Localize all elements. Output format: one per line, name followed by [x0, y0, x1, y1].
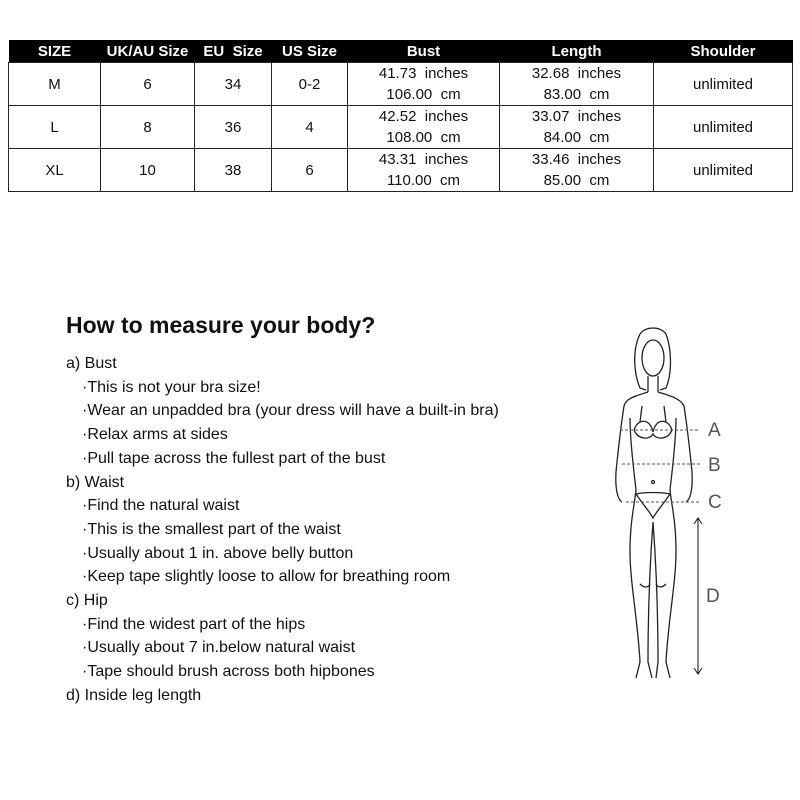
cell-length — [500, 63, 654, 106]
size-chart-table — [8, 40, 793, 192]
cell-eu: 34 — [195, 63, 272, 106]
length-cm: 85.00 cm — [543, 172, 610, 189]
waist-heading: b) Waist — [66, 473, 125, 491]
waist-tip: ·Usually about 1 in. above belly button — [82, 544, 354, 562]
header-eu-size: EU Size — [195, 40, 272, 63]
body-measurement-figure — [600, 322, 740, 712]
length-cm: 83.00 cm — [543, 86, 610, 103]
body-outline-icon — [600, 322, 740, 712]
bust-cm: 110.00 cm — [386, 172, 461, 189]
cell-us: 6 — [272, 149, 348, 192]
cell-size: M — [9, 63, 101, 106]
cell-length — [500, 106, 654, 149]
cell-us: 0-2 — [272, 63, 348, 106]
hip-heading: c) Hip — [66, 592, 108, 610]
cell-bust — [348, 63, 500, 106]
table-header-row — [9, 40, 793, 63]
cell-eu: 38 — [195, 149, 272, 192]
marker-b: B — [708, 455, 721, 476]
header-length: Length — [500, 40, 654, 63]
cell-size: L — [9, 106, 101, 149]
bust-inches: 42.52 inches — [378, 108, 469, 125]
cell-shoulder: unlimited — [654, 63, 793, 106]
hip-tip: ·Find the widest part of the hips — [82, 615, 306, 633]
marker-c: C — [708, 492, 722, 513]
leg-heading: d) Inside leg length — [66, 686, 202, 704]
bust-tip: ·Relax arms at sides — [82, 426, 228, 444]
cell-length — [500, 149, 654, 192]
cell-us: 4 — [272, 106, 348, 149]
waist-tip: ·Find the natural waist — [82, 497, 240, 515]
cell-uk-au: 10 — [101, 149, 195, 192]
hip-tip: ·Usually about 7 in.below natural waist — [82, 639, 356, 657]
table-row — [9, 63, 793, 106]
cell-shoulder: unlimited — [654, 106, 793, 149]
length-inches: 32.68 inches — [531, 65, 622, 82]
waist-tip: ·This is the smallest part of the waist — [82, 520, 341, 538]
length-cm: 84.00 cm — [543, 129, 610, 146]
cell-shoulder: unlimited — [654, 149, 793, 192]
bust-cm: 106.00 cm — [386, 86, 461, 103]
header-uk-au-size: UK/AU Size — [101, 40, 195, 63]
cell-uk-au: 8 — [101, 106, 195, 149]
table-row — [9, 149, 793, 192]
length-inches: 33.46 inches — [531, 151, 622, 168]
bust-heading: a) Bust — [66, 355, 117, 372]
marker-a: A — [708, 420, 721, 441]
header-us-size: US Size — [272, 40, 348, 63]
bust-tip: ·Wear an unpadded bra (your dress will have a built-in bra) — [82, 402, 499, 420]
marker-d: D — [706, 586, 720, 607]
bust-inches: 41.73 inches — [378, 65, 469, 82]
header-size: SIZE — [9, 40, 101, 63]
cell-bust — [348, 149, 500, 192]
bust-tip: ·Pull tape across the fullest part of the bust — [82, 449, 386, 467]
bust-cm: 108.00 cm — [386, 129, 461, 146]
cell-uk-au: 6 — [101, 63, 195, 106]
cell-eu: 36 — [195, 106, 272, 149]
bust-inches: 43.31 inches — [378, 151, 469, 168]
measure-guide-title: How to measure your body? — [66, 312, 376, 338]
table-row — [9, 106, 793, 149]
measure-guide-list — [66, 352, 586, 708]
header-bust: Bust — [348, 40, 500, 63]
waist-tip: ·Keep tape slightly loose to allow for breathing room — [82, 568, 451, 586]
cell-size: XL — [9, 149, 101, 192]
hip-tip: ·Tape should brush across both hipbones — [82, 663, 375, 681]
header-shoulder: Shoulder — [654, 40, 793, 63]
length-inches: 33.07 inches — [531, 108, 622, 125]
bust-tip: ·This is not your bra size! — [82, 378, 261, 396]
cell-bust — [348, 106, 500, 149]
